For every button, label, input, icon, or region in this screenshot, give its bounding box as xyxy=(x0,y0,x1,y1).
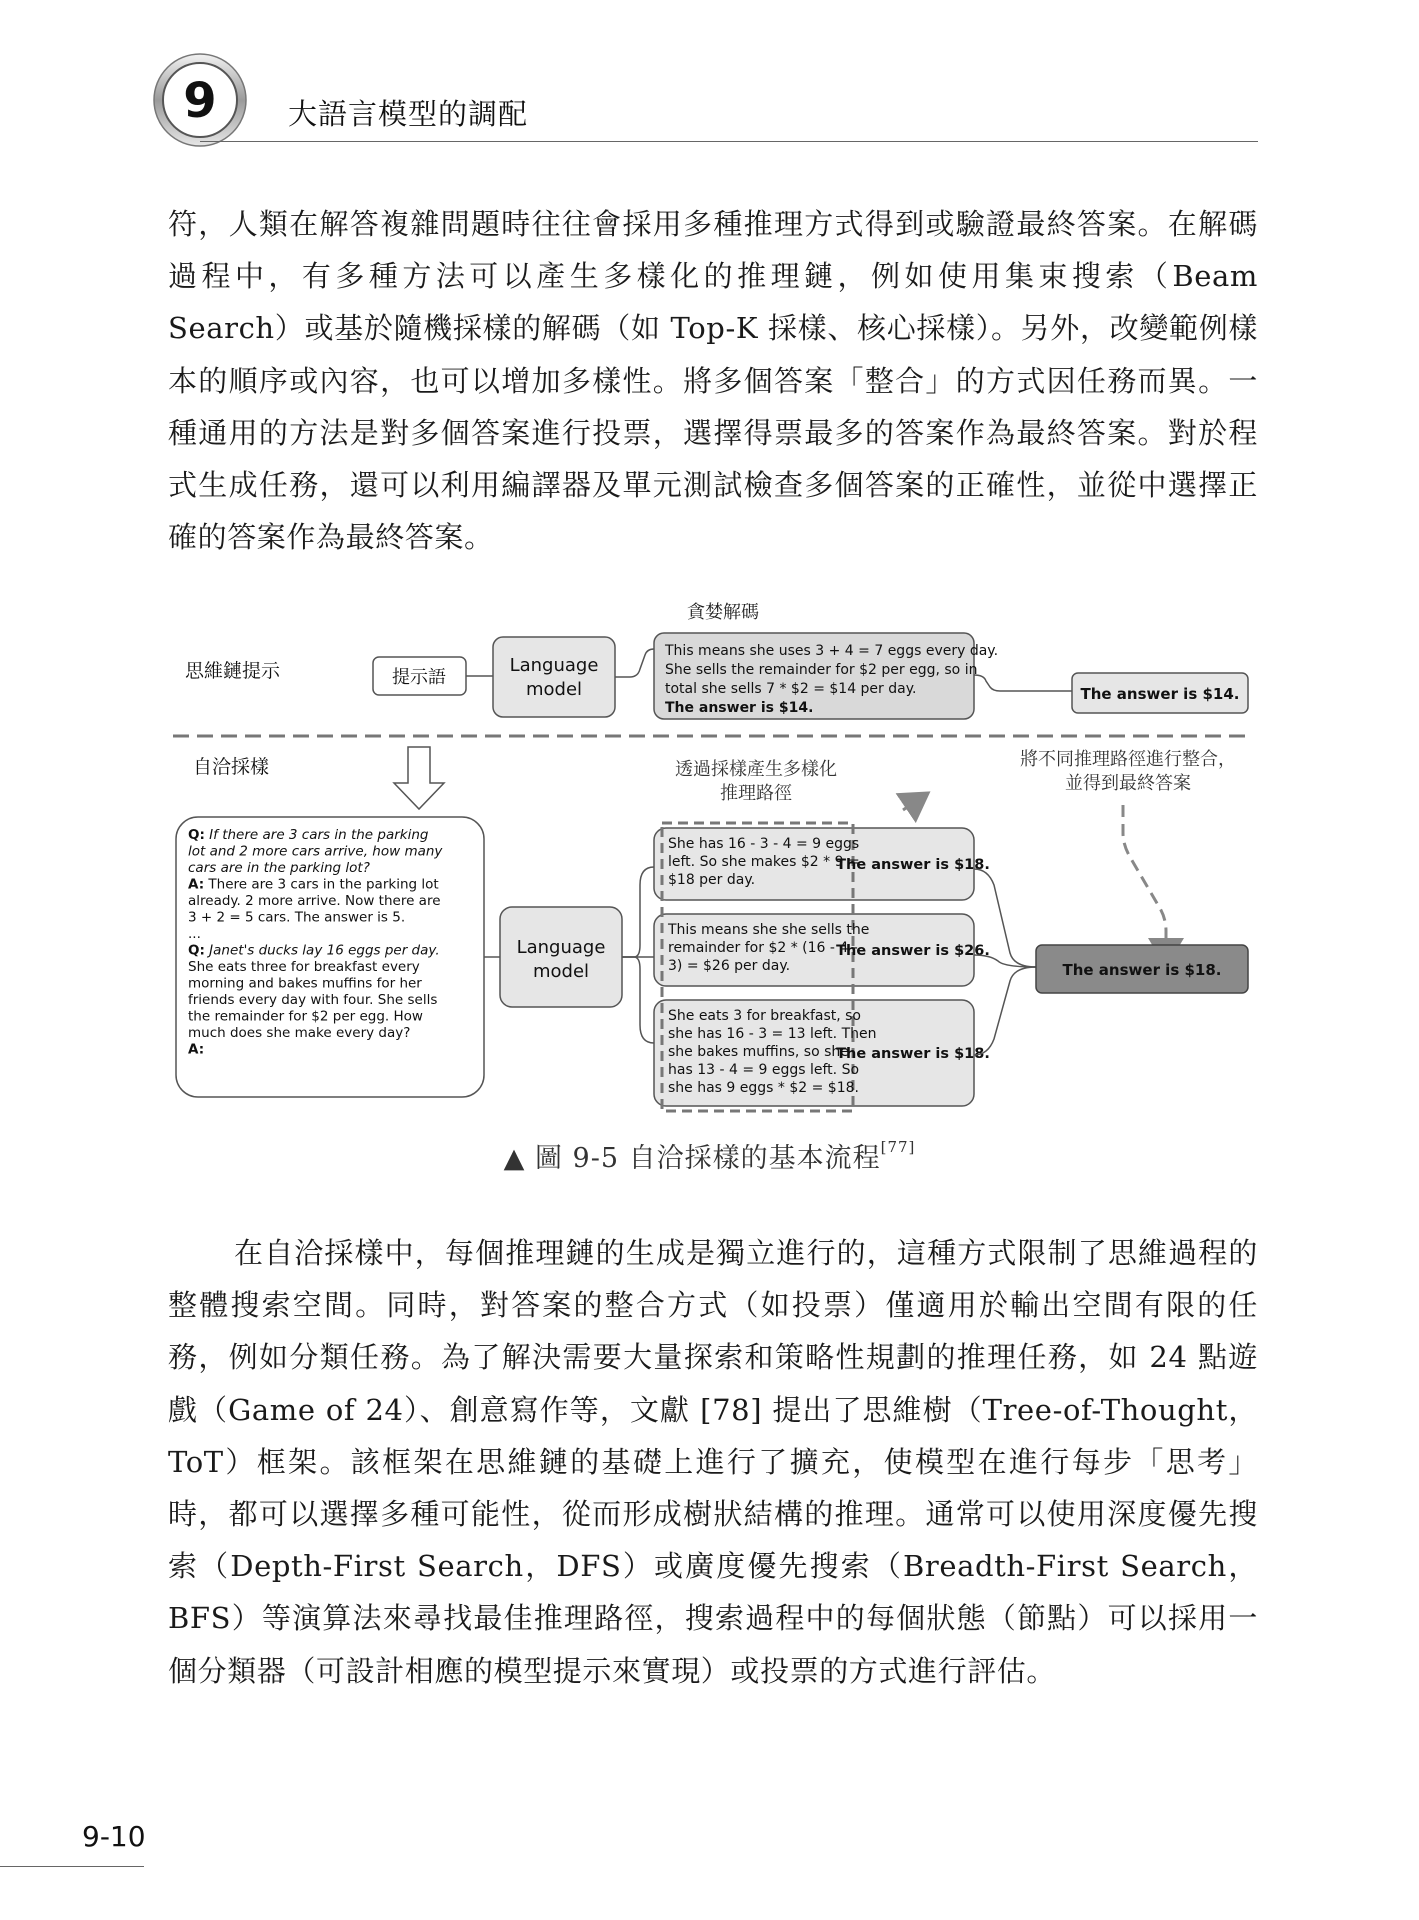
footer-rule xyxy=(0,1866,144,1867)
reasoning-path-line: she bakes muffins, so she xyxy=(668,1044,849,1060)
prompt-example-line: She eats three for breakfast every xyxy=(188,959,420,975)
prompt-example-line: the remainder for $2 per egg. How xyxy=(188,1008,423,1025)
lm-bottom-line-2: model xyxy=(532,961,590,982)
final-answer: The answer is $18. xyxy=(1062,961,1222,979)
path-answer: The answer is $26. xyxy=(836,943,990,959)
lm-top-line-1: Language xyxy=(509,655,599,676)
prompt-example-line: A: There are 3 cars in the parking lot xyxy=(188,876,439,893)
prompt-example-line: A: xyxy=(188,1041,205,1058)
down-arrow-icon xyxy=(394,747,444,809)
greedy-line: total she sells 7 * $2 = $14 per day. xyxy=(665,681,917,697)
body-paragraph-2: 在自洽採樣中，每個推理鏈的生成是獨立進行的，這種方式限制了思維過程的整體搜索空間。同時，對答案的整合方式（如投票）僅適用於輸出空間有限的任務，例如分類任務。為了解決需要大量探索和策略性規劃的推理任務，如 24 點遊戲（Game of 24）、創意寫作等，文獻 [78] 提出了思維樹（Tree-of-Thought，ToT）框架。該框架在思維鏈的基礎上進行了擴充，使模型在進行每步「思考」時，都可以選擇多種可能性，從而形成樹狀結構的推理。通常可以使用深度優先搜索（Depth-First Search，DFS）或廣度優先搜索（Breadth-First Search，BFS）等演算法來尋找最佳推理路徑，搜索過程中的每個狀態（節點）可以採用一個分類器（可設計相應的模型提示來實現）或投票的方式進行評估。 xyxy=(168,1236,1258,1688)
chapter-title: 大語言模型的調配 xyxy=(288,97,529,131)
path-answer: The answer is $18. xyxy=(836,1046,990,1062)
prompt-example-line: cars are in the parking lot? xyxy=(188,860,370,876)
diverse-paths-label-1: 透過採樣產生多樣化 xyxy=(675,759,837,780)
language-model-box-top xyxy=(493,637,615,717)
connector-line xyxy=(622,867,654,957)
caption-text: 圖 9-5 自洽採樣的基本流程 xyxy=(534,1143,881,1174)
greedy-answer: The answer is $14. xyxy=(1080,685,1240,703)
connector-line xyxy=(622,957,654,1043)
reasoning-path-line: she has 16 - 3 = 13 left. Then xyxy=(668,1026,877,1042)
greedy-line: She sells the remainder for $2 per egg, so in xyxy=(665,662,978,678)
greedy-line: The answer is $14. xyxy=(665,700,814,716)
figure-self-consistency xyxy=(168,595,1258,1115)
aggregate-label-1: 將不同推理路徑進行整合， xyxy=(1020,749,1236,770)
reasoning-path-line: She has 16 - 3 - 4 = 9 eggs xyxy=(668,836,860,852)
prompt-example-line: lot and 2 more cars arrive, how many xyxy=(188,843,443,860)
prompt-example-line: ... xyxy=(188,926,201,942)
connector-line xyxy=(974,967,1036,1055)
reasoning-path-line: has 13 - 4 = 9 eggs left. So xyxy=(668,1062,860,1078)
lm-bottom-line-1: Language xyxy=(516,937,606,958)
caption-ref: [77] xyxy=(880,1138,916,1156)
prompt-example-line: morning and bakes muffins for her xyxy=(188,975,422,992)
body-paragraph-1: 符，人類在解答複雜問題時往往會採用多種推理方式得到或驗證最終答案。在解碼過程中，有多種方法可以產生多樣化的推理鏈，例如使用集束搜索（Beam Search）或基於隨機採樣的解碼（如 Top-K 採樣、核心採樣）。另外，改變範例樣本的順序或內容，也可以增加多樣性。將多個答案「整合」的方式因任務而異。一種通用的方法是對多個答案進行投票，選擇得票最多的答案作為最終答案。對於程式生成任務，還可以利用編譯器及單元測試檢查多個答案的正確性，並從中選擇正確的答案作為最終答案。 xyxy=(168,207,1258,555)
connector-line xyxy=(974,675,1072,691)
greedy-decoding-label: 貪婪解碼 xyxy=(687,602,759,623)
caption-marker-icon: ▲ xyxy=(503,1143,526,1174)
connector-line xyxy=(615,649,654,677)
dashed-arrow-icon xyxy=(1123,805,1166,965)
prompt-example-line: 3 + 2 = 5 cars. The answer is 5. xyxy=(188,909,406,926)
prompt-example-line: much does she make every day? xyxy=(188,1025,411,1041)
prompt-example-line: friends every day with four. She sells xyxy=(188,992,438,1008)
reasoning-path-line: she has 9 eggs * $2 = $18. xyxy=(668,1080,859,1096)
reasoning-path-line: She eats 3 for breakfast, so xyxy=(668,1008,861,1024)
figure-caption xyxy=(0,1136,1419,1175)
prompt-box-label: 提示語 xyxy=(392,667,446,688)
aggregate-label-2: 並得到最終答案 xyxy=(1065,773,1191,794)
reasoning-path-line: left. So she makes $2 * 9 = xyxy=(668,854,860,870)
prompt-example-line: already. 2 more arrive. Now there are xyxy=(188,893,441,909)
reasoning-path-line: This means she she sells the xyxy=(668,922,870,938)
prompt-example-line: Q: Janet's ducks lay 16 eggs per day. xyxy=(188,942,440,959)
diverse-paths-label-2: 推理路徑 xyxy=(720,783,792,804)
reasoning-path-line: $18 per day. xyxy=(668,872,756,888)
header-rule xyxy=(200,141,1258,142)
path-answer: The answer is $18. xyxy=(836,857,990,873)
cot-prompt-label: 思維鏈提示 xyxy=(185,660,281,682)
greedy-line: This means she uses 3 + 4 = 7 eggs every day. xyxy=(665,643,999,659)
chapter-number-badge xyxy=(152,52,248,148)
chapter-number: 9 xyxy=(183,73,217,129)
prompt-example-line: Q: If there are 3 cars in the parking xyxy=(188,827,429,843)
reasoning-path-line: 3) = $26 per day. xyxy=(668,958,791,974)
dashed-arrow-icon xyxy=(903,793,928,810)
page-number: 9-10 xyxy=(82,1820,146,1853)
lm-top-line-2: model xyxy=(525,679,583,700)
self-consistency-label: 自洽採樣 xyxy=(193,756,270,778)
reasoning-path-line: remainder for $2 * (16 - 4 - xyxy=(668,940,858,956)
